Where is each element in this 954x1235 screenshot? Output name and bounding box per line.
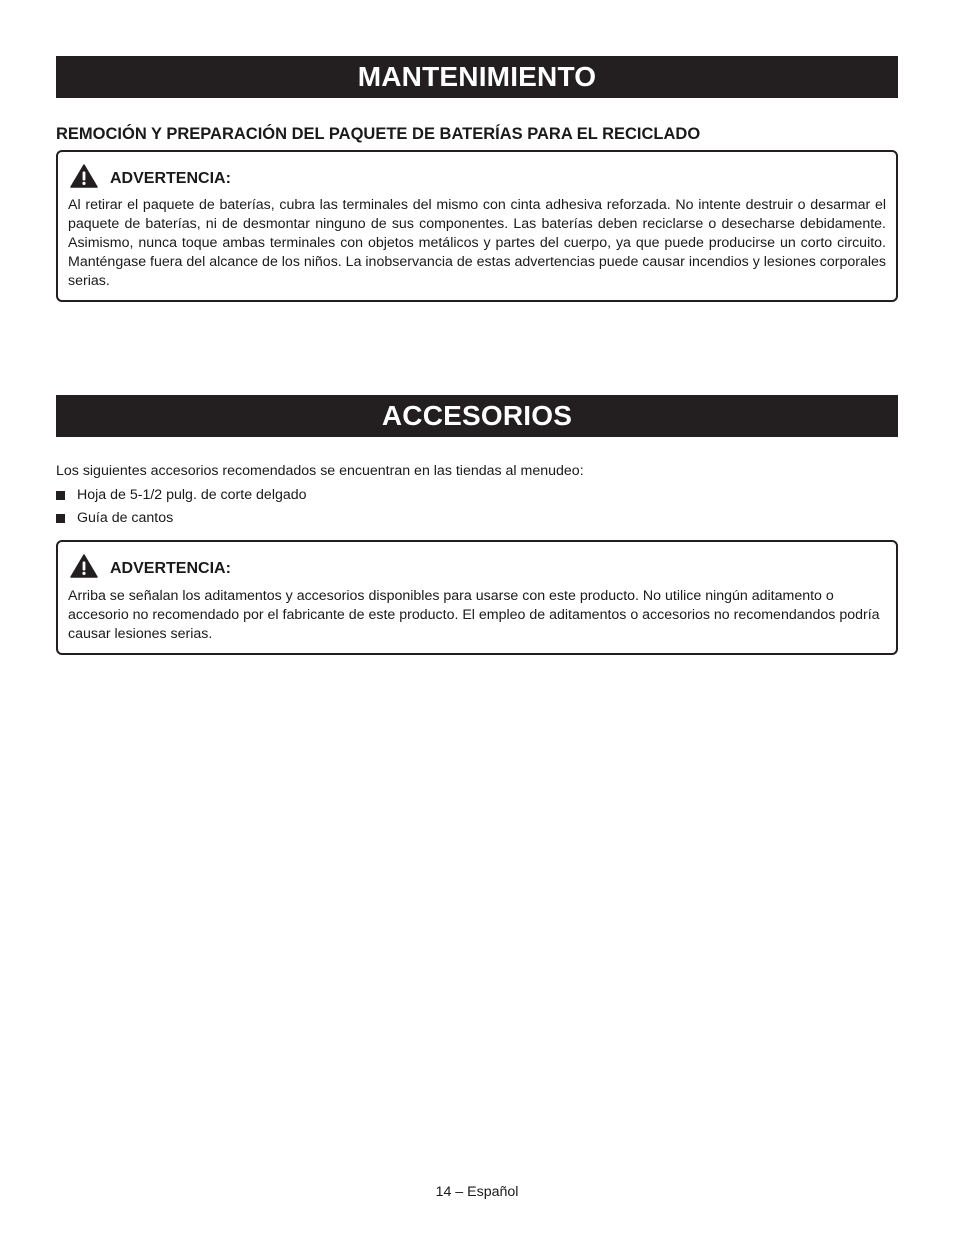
warning-text: Al retirar el paquete de baterías, cubra las terminales del mismo con cinta adhesiva reforzada. No intente destruir o desarmar el paquete de baterías, ni de desmontar ninguno de sus componentes. Las baterías deben reciclarse o desecharse debidamente. Asimismo, nunca toque ambas terminales con objetos metálicos y partes del cuerpo, ya que puede producirse un corto circuito. Manténgase fuera del alcance de los niños. La inobservancia de estas advertencias puede causar incendios y lesiones corporales serias. xyxy=(68,197,886,289)
warning-header xyxy=(70,554,231,578)
accessories-title: ACCESORIOS xyxy=(381,400,573,431)
warning-title: ADVERTENCIA: xyxy=(110,560,231,577)
accessories-intro: Los siguientes accesorios recomendados se encuentran en las tiendas al menudeo: xyxy=(56,463,584,479)
maintenance-title: MANTENIMIENTO xyxy=(357,61,597,92)
list-item xyxy=(56,509,307,532)
list-item-label: Hoja de 5-1/2 pulg. de corte delgado xyxy=(77,487,307,503)
accessories-list xyxy=(56,486,307,532)
battery-removal-subheading: REMOCIÓN Y PREPARACIÓN DEL PAQUETE DE BATERÍAS PARA EL RECICLADO xyxy=(56,125,701,143)
battery-warning-box xyxy=(56,150,898,302)
accessories-warning-box xyxy=(56,540,898,655)
list-item-label: Guía de cantos xyxy=(77,510,174,526)
warning-title: ADVERTENCIA: xyxy=(110,170,231,187)
bullet-square-icon xyxy=(56,514,65,523)
warning-triangle-icon xyxy=(70,554,98,578)
bullet-square-icon xyxy=(56,491,65,500)
list-item xyxy=(56,486,307,509)
maintenance-banner xyxy=(56,56,898,98)
warning-triangle-icon xyxy=(70,164,98,188)
warning-text: Arriba se señalan los aditamentos y accesorios disponibles para usarse con este producto. No utilice ningún aditamento o accesorio no recomendado por el fabricante de este producto. El empleo de aditamentos o accesorios no recomendandos podría causar lesiones serias. xyxy=(68,588,880,642)
page-footer: 14 – Español xyxy=(435,1184,519,1200)
warning-header xyxy=(70,164,231,188)
accessories-banner xyxy=(56,395,898,437)
